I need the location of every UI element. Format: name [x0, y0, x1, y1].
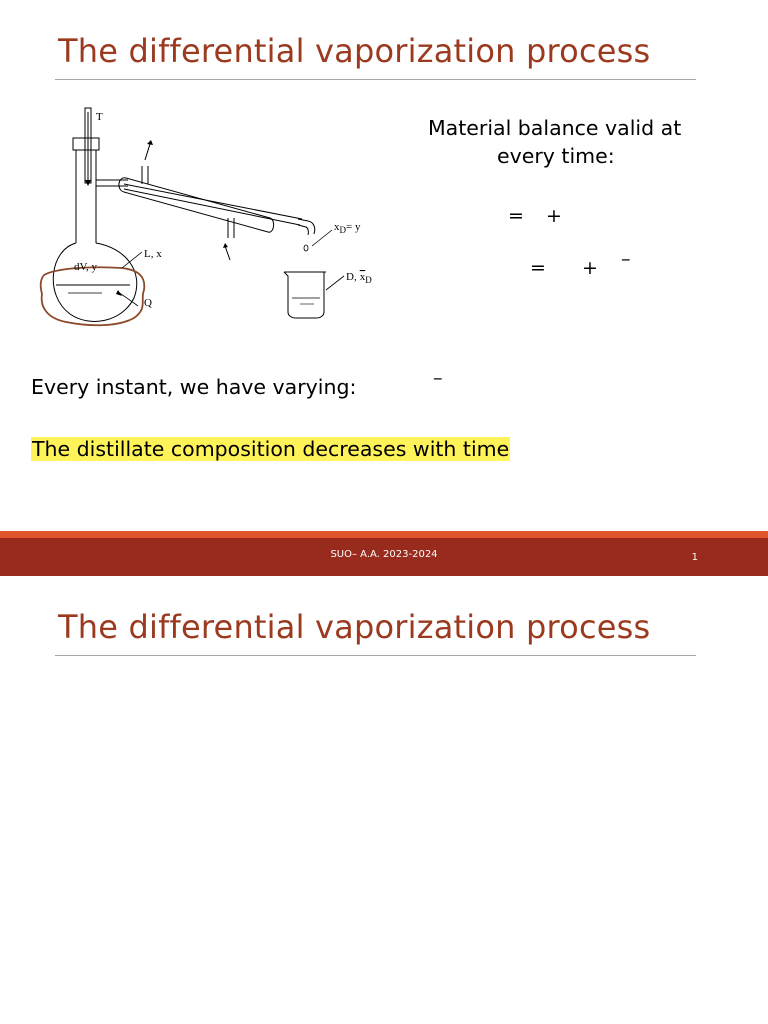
equation-1-plus: + [546, 205, 562, 227]
page-number: 1 [691, 552, 698, 563]
label-liquid: L, x [144, 248, 162, 260]
title-divider [55, 79, 696, 80]
material-balance-line-1: Material balance valid at [428, 116, 682, 140]
equation-2-equals: = [530, 257, 546, 279]
highlighted-conclusion: The distillate composition decreases with time [32, 437, 510, 461]
receiver-beaker [284, 272, 324, 318]
equation-3-minus: – [433, 367, 443, 389]
distillation-apparatus-diagram [30, 100, 390, 330]
slide-title: The differential vaporization process [58, 32, 651, 70]
round-bottom-flask [53, 243, 137, 321]
stopper [73, 138, 99, 150]
footer-bar [0, 538, 768, 576]
condenser [119, 178, 274, 232]
varying-text: Every instant, we have varying: [31, 375, 357, 399]
title-divider [55, 655, 696, 656]
footer-text: SUO– A.A. 2023-2024 [330, 549, 438, 560]
equation-1-equals: = [508, 205, 524, 227]
label-temperature: T [96, 111, 103, 123]
slide-2 [0, 576, 768, 1024]
label-heat: Q [144, 297, 152, 309]
footer-accent-bar [0, 531, 768, 538]
label-distillate: D, $x_D$ [346, 271, 372, 285]
label-vapor: dV, y [74, 261, 98, 273]
slide-title: The differential vaporization process [58, 608, 651, 646]
label-xd-equals-y: $x_D= y$ [334, 221, 361, 235]
material-balance-line-2: every time: [497, 144, 615, 168]
equation-2-minus: – [621, 248, 631, 270]
equation-2-plus: + [582, 257, 598, 279]
